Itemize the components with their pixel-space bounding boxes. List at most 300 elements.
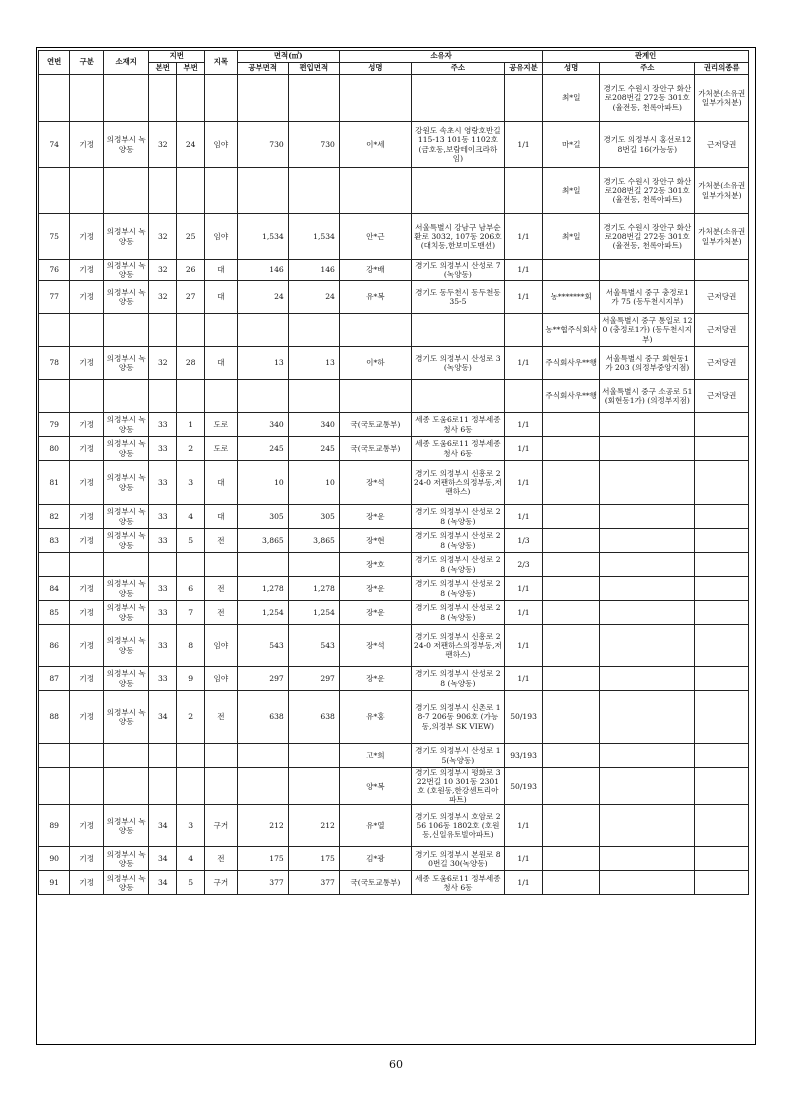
serial-cell: 80 bbox=[39, 437, 70, 461]
category-cell: 기정 bbox=[70, 505, 104, 529]
right-type-cell: 근저당권 bbox=[695, 380, 749, 413]
table-row bbox=[39, 529, 749, 553]
lot-main-cell: 33 bbox=[149, 505, 177, 529]
location-cell: 의정부시 녹양동 bbox=[104, 122, 149, 168]
header-lot: 지번 bbox=[149, 51, 205, 63]
related-name-cell bbox=[543, 461, 600, 505]
related-address-cell bbox=[600, 768, 695, 805]
serial-cell: 87 bbox=[39, 667, 70, 691]
related-name-cell bbox=[543, 260, 600, 281]
table-row bbox=[39, 168, 749, 214]
category-cell: 기정 bbox=[70, 691, 104, 744]
related-name-cell: 주식회사우**행 bbox=[543, 380, 600, 413]
lot-main-cell bbox=[149, 768, 177, 805]
owner-address-cell: 경기도 동두천시 동두천동 35-5 bbox=[411, 281, 504, 314]
location-cell: 의정부시 녹양동 bbox=[104, 847, 149, 871]
owner-address-cell: 경기도 의정부시 신흥로 224-0 저팬하스의정부동,저팬하스) bbox=[411, 461, 504, 505]
lot-sub-cell: 1 bbox=[177, 413, 205, 437]
owner-address-cell: 서울특별시 강남구 남부순환로 3032, 107동 206호(대치동,한보미도맨션) bbox=[411, 214, 504, 260]
table-row bbox=[39, 667, 749, 691]
right-type-cell: 근저당권 bbox=[695, 314, 749, 347]
related-address-cell: 경기도 의정부시 홍선로128번길 16(가능동) bbox=[600, 122, 695, 168]
owner-name-cell: 장*운 bbox=[339, 577, 411, 601]
related-name-cell: 마*길 bbox=[543, 122, 600, 168]
category-cell bbox=[70, 744, 104, 768]
related-name-cell: 농*******회 bbox=[543, 281, 600, 314]
land-type-cell: 임야 bbox=[205, 667, 238, 691]
related-name-cell bbox=[543, 667, 600, 691]
table-row bbox=[39, 122, 749, 168]
owner-name-cell: 고*희 bbox=[339, 744, 411, 768]
lot-sub-cell: 28 bbox=[177, 347, 205, 380]
owner-share-cell: 1/1 bbox=[504, 601, 542, 625]
lot-sub-cell: 25 bbox=[177, 214, 205, 260]
location-cell bbox=[104, 744, 149, 768]
owner-name-cell: 장*석 bbox=[339, 625, 411, 667]
table-row bbox=[39, 75, 749, 122]
location-cell: 의정부시 녹양동 bbox=[104, 281, 149, 314]
right-type-cell bbox=[695, 553, 749, 577]
land-type-cell: 구거 bbox=[205, 805, 238, 847]
owner-name-cell: 장*운 bbox=[339, 601, 411, 625]
area-public-cell: 1,534 bbox=[237, 214, 288, 260]
header-location: 소재지 bbox=[104, 51, 149, 75]
lot-main-cell: 32 bbox=[149, 347, 177, 380]
land-type-cell: 대 bbox=[205, 281, 238, 314]
table-row bbox=[39, 553, 749, 577]
area-public-cell bbox=[237, 744, 288, 768]
owner-address-cell bbox=[411, 75, 504, 122]
owner-name-cell: 이*세 bbox=[339, 122, 411, 168]
location-cell: 의정부시 녹양동 bbox=[104, 691, 149, 744]
area-public-cell bbox=[237, 768, 288, 805]
area-incorp-cell bbox=[288, 75, 339, 122]
table-row bbox=[39, 601, 749, 625]
category-cell: 기정 bbox=[70, 260, 104, 281]
category-cell: 기정 bbox=[70, 577, 104, 601]
right-type-cell bbox=[695, 437, 749, 461]
area-incorp-cell bbox=[288, 314, 339, 347]
header-area: 면적(㎡) bbox=[237, 51, 339, 63]
table-row bbox=[39, 744, 749, 768]
category-cell: 기정 bbox=[70, 847, 104, 871]
owner-name-cell: 유*열 bbox=[339, 805, 411, 847]
owner-address-cell: 경기도 의정부시 호암로 256 106동 1802호 (호원동,신일유토빌아파트) bbox=[411, 805, 504, 847]
lot-main-cell: 33 bbox=[149, 461, 177, 505]
serial-cell: 88 bbox=[39, 691, 70, 744]
related-name-cell: 최*일 bbox=[543, 168, 600, 214]
lot-sub-cell bbox=[177, 768, 205, 805]
owner-share-cell bbox=[504, 75, 542, 122]
owner-address-cell bbox=[411, 168, 504, 214]
right-type-cell bbox=[695, 805, 749, 847]
lot-main-cell bbox=[149, 744, 177, 768]
area-incorp-cell: 212 bbox=[288, 805, 339, 847]
lot-main-cell: 33 bbox=[149, 437, 177, 461]
owner-name-cell: 장*운 bbox=[339, 505, 411, 529]
lot-sub-cell bbox=[177, 314, 205, 347]
owner-address-cell: 경기도 의정부시 산성로 7(녹양동) bbox=[411, 260, 504, 281]
owner-address-cell bbox=[411, 380, 504, 413]
related-address-cell: 서울특별시 중구 소공로 51(회현동1가) (의정부지점) bbox=[600, 380, 695, 413]
location-cell bbox=[104, 75, 149, 122]
table-row bbox=[39, 847, 749, 871]
lot-sub-cell: 9 bbox=[177, 667, 205, 691]
right-type-cell bbox=[695, 871, 749, 895]
lot-sub-cell bbox=[177, 380, 205, 413]
table-row bbox=[39, 625, 749, 667]
related-name-cell: 최*일 bbox=[543, 75, 600, 122]
header-lot-main: 본번 bbox=[149, 63, 177, 75]
location-cell: 의정부시 녹양동 bbox=[104, 577, 149, 601]
serial-cell: 74 bbox=[39, 122, 70, 168]
owner-name-cell bbox=[339, 380, 411, 413]
serial-cell: 84 bbox=[39, 577, 70, 601]
lot-main-cell: 33 bbox=[149, 413, 177, 437]
area-incorp-cell: 1,534 bbox=[288, 214, 339, 260]
area-incorp-cell: 638 bbox=[288, 691, 339, 744]
related-name-cell bbox=[543, 505, 600, 529]
area-incorp-cell: 10 bbox=[288, 461, 339, 505]
lot-sub-cell: 2 bbox=[177, 437, 205, 461]
header-rel-name: 성명 bbox=[543, 63, 600, 75]
related-address-cell bbox=[600, 691, 695, 744]
owner-name-cell: 강*배 bbox=[339, 260, 411, 281]
owner-address-cell: 경기도 의정부시 산성로 3 (녹양동) bbox=[411, 347, 504, 380]
area-public-cell: 24 bbox=[237, 281, 288, 314]
serial-cell: 86 bbox=[39, 625, 70, 667]
area-public-cell bbox=[237, 380, 288, 413]
land-type-cell: 전 bbox=[205, 847, 238, 871]
category-cell bbox=[70, 75, 104, 122]
area-incorp-cell: 3,865 bbox=[288, 529, 339, 553]
owner-name-cell: 유*복 bbox=[339, 281, 411, 314]
category-cell bbox=[70, 553, 104, 577]
land-type-cell: 전 bbox=[205, 601, 238, 625]
owner-share-cell: 50/193 bbox=[504, 691, 542, 744]
related-address-cell bbox=[600, 437, 695, 461]
related-address-cell bbox=[600, 667, 695, 691]
area-incorp-cell: 377 bbox=[288, 871, 339, 895]
category-cell: 기정 bbox=[70, 347, 104, 380]
related-address-cell: 서울특별시 중구 통일로 120 (충정로1가) (동두천시지부) bbox=[600, 314, 695, 347]
land-type-cell: 대 bbox=[205, 347, 238, 380]
owner-share-cell: 1/1 bbox=[504, 871, 542, 895]
lot-sub-cell: 3 bbox=[177, 461, 205, 505]
header-category: 구분 bbox=[70, 51, 104, 75]
related-address-cell bbox=[600, 577, 695, 601]
right-type-cell bbox=[695, 667, 749, 691]
area-incorp-cell: 13 bbox=[288, 347, 339, 380]
serial-cell: 85 bbox=[39, 601, 70, 625]
land-type-cell: 대 bbox=[205, 505, 238, 529]
lot-main-cell: 34 bbox=[149, 871, 177, 895]
owner-name-cell bbox=[339, 75, 411, 122]
owner-share-cell: 1/1 bbox=[504, 577, 542, 601]
related-name-cell bbox=[543, 847, 600, 871]
lot-main-cell: 32 bbox=[149, 122, 177, 168]
category-cell bbox=[70, 168, 104, 214]
location-cell: 의정부시 녹양동 bbox=[104, 214, 149, 260]
area-incorp-cell: 245 bbox=[288, 437, 339, 461]
lot-main-cell: 33 bbox=[149, 667, 177, 691]
header-owner-name: 성명 bbox=[339, 63, 411, 75]
area-public-cell: 13 bbox=[237, 347, 288, 380]
owner-name-cell: 장*호 bbox=[339, 553, 411, 577]
header-area-incorp: 편입면적 bbox=[288, 63, 339, 75]
owner-share-cell: 1/1 bbox=[504, 847, 542, 871]
land-type-cell bbox=[205, 75, 238, 122]
lot-main-cell bbox=[149, 168, 177, 214]
right-type-cell bbox=[695, 260, 749, 281]
owner-address-cell: 경기도 의정부시 산성로 28 (녹양동) bbox=[411, 505, 504, 529]
right-type-cell: 가처분(소유권일부가처분) bbox=[695, 214, 749, 260]
lot-sub-cell: 4 bbox=[177, 505, 205, 529]
serial-cell: 82 bbox=[39, 505, 70, 529]
right-type-cell bbox=[695, 529, 749, 553]
owner-address-cell: 세종 도움6로11 정부세종청사 6동 bbox=[411, 437, 504, 461]
owner-address-cell: 경기도 의정부시 신흥로 224-0 저팬하스의정부동,저팬하스) bbox=[411, 625, 504, 667]
serial-cell: 81 bbox=[39, 461, 70, 505]
serial-cell bbox=[39, 168, 70, 214]
owner-address-cell: 경기도 의정부시 신촌로 18-7 206동 906호 (가능동,의정부 SK VIEW) bbox=[411, 691, 504, 744]
owner-share-cell: 1/1 bbox=[504, 413, 542, 437]
category-cell bbox=[70, 768, 104, 805]
lot-sub-cell bbox=[177, 75, 205, 122]
lot-main-cell bbox=[149, 553, 177, 577]
area-incorp-cell: 175 bbox=[288, 847, 339, 871]
right-type-cell: 근저당권 bbox=[695, 122, 749, 168]
related-address-cell: 경기도 수원시 장안구 화산로208번길 272동 301호(율전동, 천록아파트) bbox=[600, 75, 695, 122]
related-name-cell bbox=[543, 577, 600, 601]
owner-address-cell: 경기도 의정부시 산성로 28 (녹양동) bbox=[411, 601, 504, 625]
right-type-cell bbox=[695, 691, 749, 744]
serial-cell: 83 bbox=[39, 529, 70, 553]
serial-cell: 91 bbox=[39, 871, 70, 895]
lot-main-cell: 34 bbox=[149, 691, 177, 744]
owner-name-cell: 국(국토교통부) bbox=[339, 413, 411, 437]
related-address-cell bbox=[600, 601, 695, 625]
owner-address-cell: 세종 도움6로11 정부세종청사 6동 bbox=[411, 413, 504, 437]
location-cell bbox=[104, 380, 149, 413]
related-name-cell bbox=[543, 413, 600, 437]
related-name-cell bbox=[543, 871, 600, 895]
table-row bbox=[39, 437, 749, 461]
land-type-cell: 임야 bbox=[205, 625, 238, 667]
table-row bbox=[39, 505, 749, 529]
land-type-cell: 도로 bbox=[205, 437, 238, 461]
serial-cell: 76 bbox=[39, 260, 70, 281]
lot-sub-cell bbox=[177, 168, 205, 214]
related-address-cell bbox=[600, 847, 695, 871]
table-row bbox=[39, 805, 749, 847]
table-row bbox=[39, 768, 749, 805]
lot-main-cell: 34 bbox=[149, 805, 177, 847]
area-incorp-cell: 297 bbox=[288, 667, 339, 691]
location-cell bbox=[104, 553, 149, 577]
table-row bbox=[39, 871, 749, 895]
owner-share-cell: 1/1 bbox=[504, 281, 542, 314]
owner-name-cell: 김*광 bbox=[339, 847, 411, 871]
area-incorp-cell bbox=[288, 380, 339, 413]
land-type-cell: 대 bbox=[205, 461, 238, 505]
area-incorp-cell: 24 bbox=[288, 281, 339, 314]
land-type-cell bbox=[205, 553, 238, 577]
lot-sub-cell: 3 bbox=[177, 805, 205, 847]
related-address-cell: 경기도 수원시 장안구 화산로208번길 272동 301호(율전동, 천록아파트) bbox=[600, 168, 695, 214]
right-type-cell bbox=[695, 461, 749, 505]
owner-address-cell: 경기도 의정부시 산성로 28 (녹양동) bbox=[411, 553, 504, 577]
owner-share-cell: 1/1 bbox=[504, 625, 542, 667]
category-cell: 기정 bbox=[70, 871, 104, 895]
location-cell: 의정부시 녹양동 bbox=[104, 260, 149, 281]
category-cell bbox=[70, 314, 104, 347]
table-row bbox=[39, 260, 749, 281]
lot-main-cell: 33 bbox=[149, 601, 177, 625]
category-cell: 기정 bbox=[70, 122, 104, 168]
table-row bbox=[39, 461, 749, 505]
land-type-cell bbox=[205, 768, 238, 805]
lot-sub-cell: 5 bbox=[177, 529, 205, 553]
related-name-cell bbox=[543, 768, 600, 805]
right-type-cell: 근저당권 bbox=[695, 281, 749, 314]
owner-address-cell: 경기도 의정부시 평화로 322번길 10 301동 2301호 (호원동,한강센트리아파트) bbox=[411, 768, 504, 805]
location-cell: 의정부시 녹양동 bbox=[104, 625, 149, 667]
area-public-cell: 730 bbox=[237, 122, 288, 168]
table-row bbox=[39, 214, 749, 260]
related-address-cell bbox=[600, 260, 695, 281]
owner-share-cell bbox=[504, 168, 542, 214]
serial-cell: 90 bbox=[39, 847, 70, 871]
related-name-cell bbox=[543, 744, 600, 768]
table-row bbox=[39, 314, 749, 347]
owner-share-cell: 1/1 bbox=[504, 260, 542, 281]
area-public-cell: 3,865 bbox=[237, 529, 288, 553]
owner-address-cell: 경기도 의정부시 본원로 80번길 30(녹양동) bbox=[411, 847, 504, 871]
related-name-cell: 최*일 bbox=[543, 214, 600, 260]
lot-sub-cell: 24 bbox=[177, 122, 205, 168]
header-lot-sub: 부번 bbox=[177, 63, 205, 75]
area-public-cell: 245 bbox=[237, 437, 288, 461]
area-public-cell bbox=[237, 314, 288, 347]
related-address-cell bbox=[600, 625, 695, 667]
owner-share-cell: 1/1 bbox=[504, 505, 542, 529]
area-incorp-cell: 146 bbox=[288, 260, 339, 281]
header-rel-right: 권리의종류 bbox=[695, 63, 749, 75]
lot-sub-cell: 5 bbox=[177, 871, 205, 895]
owner-address-cell bbox=[411, 314, 504, 347]
area-public-cell: 212 bbox=[237, 805, 288, 847]
area-public-cell bbox=[237, 553, 288, 577]
serial-cell: 78 bbox=[39, 347, 70, 380]
area-public-cell: 297 bbox=[237, 667, 288, 691]
area-public-cell: 340 bbox=[237, 413, 288, 437]
owner-name-cell bbox=[339, 314, 411, 347]
land-type-cell: 도로 bbox=[205, 413, 238, 437]
owner-share-cell: 1/1 bbox=[504, 805, 542, 847]
related-name-cell bbox=[543, 601, 600, 625]
related-address-cell bbox=[600, 529, 695, 553]
land-type-cell bbox=[205, 380, 238, 413]
location-cell: 의정부시 녹양동 bbox=[104, 505, 149, 529]
serial-cell bbox=[39, 553, 70, 577]
area-public-cell bbox=[237, 168, 288, 214]
area-incorp-cell: 1,254 bbox=[288, 601, 339, 625]
area-public-cell: 305 bbox=[237, 505, 288, 529]
related-name-cell bbox=[543, 625, 600, 667]
related-address-cell bbox=[600, 871, 695, 895]
area-public-cell: 377 bbox=[237, 871, 288, 895]
owner-share-cell: 1/1 bbox=[504, 437, 542, 461]
lot-sub-cell: 7 bbox=[177, 601, 205, 625]
owner-name-cell: 장*현 bbox=[339, 529, 411, 553]
related-address-cell bbox=[600, 413, 695, 437]
owner-name-cell: 장*석 bbox=[339, 461, 411, 505]
owner-share-cell: 1/1 bbox=[504, 122, 542, 168]
related-address-cell bbox=[600, 553, 695, 577]
area-incorp-cell bbox=[288, 768, 339, 805]
area-public-cell bbox=[237, 75, 288, 122]
owner-name-cell bbox=[339, 168, 411, 214]
related-name-cell bbox=[543, 691, 600, 744]
related-address-cell: 서울특별시 중구 회현동1가 203 (의정부중앙지점) bbox=[600, 347, 695, 380]
owner-name-cell: 국(국토교통부) bbox=[339, 437, 411, 461]
related-address-cell: 서울특별시 중구 충정로1가 75 (동두천시지부) bbox=[600, 281, 695, 314]
location-cell: 의정부시 녹양동 bbox=[104, 461, 149, 505]
lot-sub-cell: 27 bbox=[177, 281, 205, 314]
header-area-public: 공부면적 bbox=[237, 63, 288, 75]
serial-cell bbox=[39, 314, 70, 347]
land-type-cell: 임야 bbox=[205, 122, 238, 168]
lot-sub-cell: 4 bbox=[177, 847, 205, 871]
lot-main-cell: 34 bbox=[149, 847, 177, 871]
owner-name-cell: 안*근 bbox=[339, 214, 411, 260]
lot-main-cell bbox=[149, 75, 177, 122]
location-cell bbox=[104, 768, 149, 805]
category-cell: 기정 bbox=[70, 667, 104, 691]
category-cell bbox=[70, 380, 104, 413]
lot-main-cell: 33 bbox=[149, 577, 177, 601]
header-owner-share: 공유지분 bbox=[504, 63, 542, 75]
related-address-cell: 경기도 수원시 장안구 화산로208번길 272동 301호(율전동, 천록아파트) bbox=[600, 214, 695, 260]
lot-sub-cell bbox=[177, 553, 205, 577]
lot-main-cell bbox=[149, 380, 177, 413]
owner-address-cell: 경기도 의정부시 산성로 28 (녹양동) bbox=[411, 667, 504, 691]
right-type-cell: 가처분(소유권일부가처분) bbox=[695, 75, 749, 122]
owner-address-cell: 강원도 속초시 영랑호반길 115-13 101동 1102호(금호동,보람테이크라하임) bbox=[411, 122, 504, 168]
related-name-cell bbox=[543, 437, 600, 461]
location-cell: 의정부시 녹양동 bbox=[104, 347, 149, 380]
category-cell: 기정 bbox=[70, 214, 104, 260]
right-type-cell bbox=[695, 577, 749, 601]
category-cell: 기정 bbox=[70, 529, 104, 553]
area-incorp-cell bbox=[288, 168, 339, 214]
owner-address-cell: 경기도 의정부시 산성로 15(녹양동) bbox=[411, 744, 504, 768]
area-incorp-cell: 730 bbox=[288, 122, 339, 168]
location-cell: 의정부시 녹양동 bbox=[104, 413, 149, 437]
serial-cell: 77 bbox=[39, 281, 70, 314]
category-cell: 기정 bbox=[70, 413, 104, 437]
owner-name-cell: 양*복 bbox=[339, 768, 411, 805]
lot-sub-cell: 8 bbox=[177, 625, 205, 667]
lot-main-cell: 33 bbox=[149, 529, 177, 553]
land-type-cell bbox=[205, 168, 238, 214]
land-type-cell: 전 bbox=[205, 691, 238, 744]
right-type-cell bbox=[695, 601, 749, 625]
category-cell: 기정 bbox=[70, 805, 104, 847]
header-owner: 소유자 bbox=[339, 51, 542, 63]
header-serial: 연번 bbox=[39, 51, 70, 75]
